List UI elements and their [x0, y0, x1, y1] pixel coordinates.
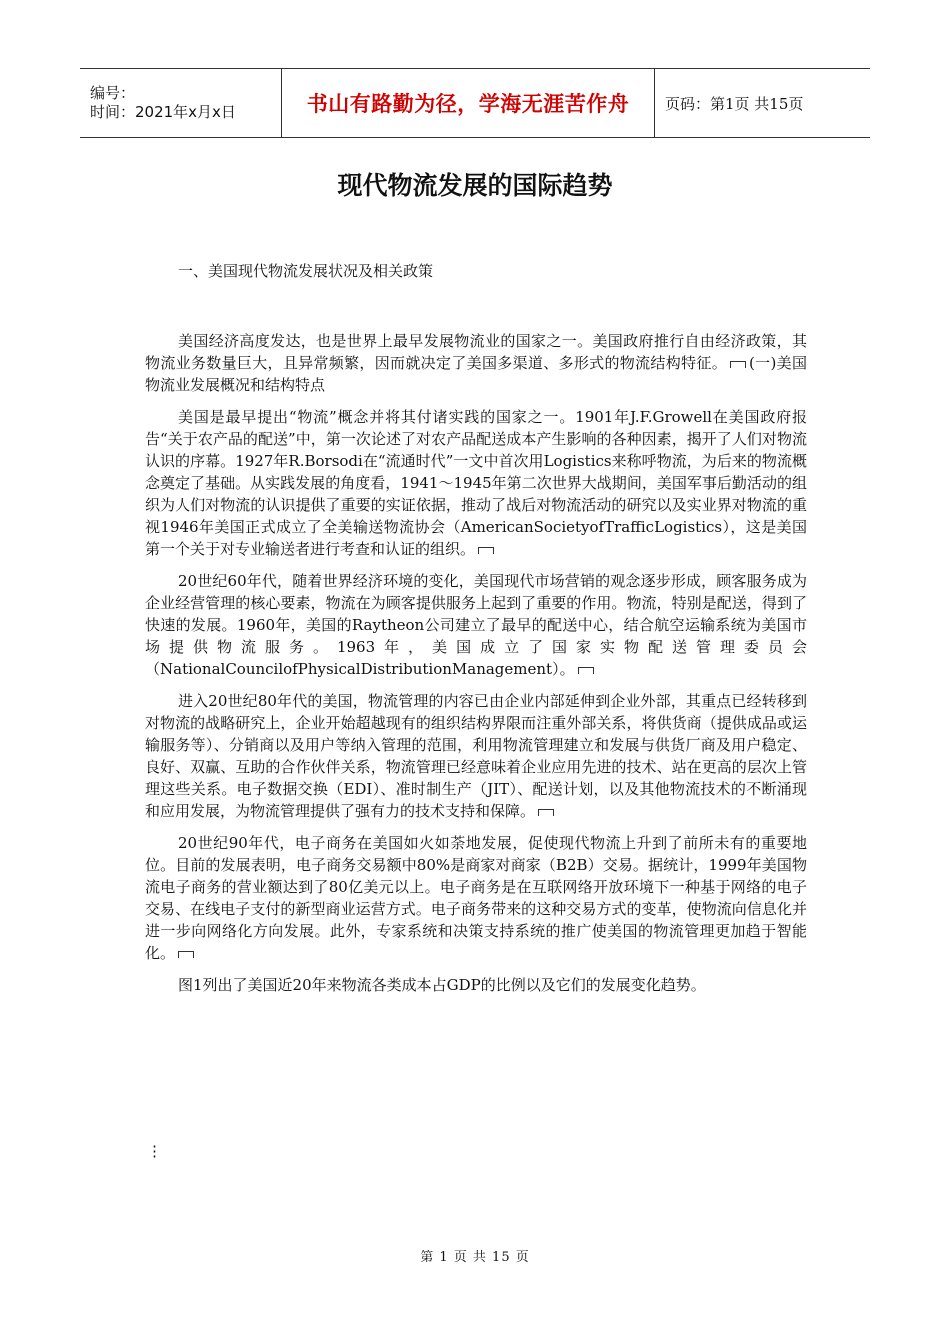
paragraph-text: 20世纪60年代，随着世界经济环境的变化，美国现代市场营销的观念逐步形成，顾客服务成为企业经营管理的核心要素，物流在为顾客提供服务上起到了重要的作用。物流，特别是配送，得到了快速的发展。1960年，美国的Raytheon公司建立了最早的配送中心，结合航空运输系统为美国市场提供物流服务。1963年，美国成立了国家实物配送管理委员会（NationalCouncilofPhysicalDistributionManagement）。: [145, 572, 807, 678]
document-title: 现代物流发展的国际趋势: [337, 171, 613, 200]
return-mark-icon: [178, 951, 194, 958]
header-page-info: 页码：第1页 共15页: [665, 94, 804, 113]
document-time-label: 时间：2021年x月x日: [90, 103, 236, 121]
paragraph: [145, 974, 807, 996]
paragraph: [145, 406, 807, 560]
paragraph-text: 美国是最早提出“物流”概念并将其付诸实践的国家之一。1901年J.F.Growell在美国政府报告“关于农产品的配送”中，第一次论述了对农产品配送成本产生影响的各种因素，揭开了人们对物流认识的序幕。1927年R.Borsodi在“流通时代”一文中首次用Logistics来称呼物流，为后来的物流概念奠定了基础。从实践发展的角度看，1941～1945年第二次世界大战期间，美国军事后勤活动的组织为人们对物流的认识提供了重要的实证依据，推动了战后对物流活动的研究以及实业界对物流的重视1946年美国正式成立了全美输送物流协会（AmericanSocietyofTrafficLogistics），这是美国第一个关于对专业输送者进行考查和认证的组织。: [145, 408, 807, 558]
return-mark-icon: [578, 667, 594, 674]
return-mark-icon: [478, 547, 494, 554]
paragraph: [145, 832, 807, 964]
page-footer: 第 1 页 共 15 页: [420, 1250, 530, 1265]
inline-subheading: (一)美国物流业发展概况和结构特点: [145, 354, 807, 394]
paragraph: [145, 570, 807, 680]
document-number-label: 编号：: [90, 84, 136, 102]
paragraph: [145, 330, 807, 396]
paragraph-text: 美国经济高度发达，也是世界上最早发展物流业的国家之一。美国政府推行自由经济政策，其物流业务数量巨大，且异常频繁，因而就决定了美国多渠道、多形式的物流结构特征。: [145, 332, 807, 372]
paragraph-text: 图1列出了美国近20年来物流各类成本占GDP的比例以及它们的发展变化趋势。: [178, 976, 706, 994]
paragraph: [145, 690, 807, 822]
vertical-ellipsis-icon: ⋮: [147, 1142, 162, 1160]
document-body: [145, 330, 807, 1006]
section-heading: 一、美国现代物流发展状况及相关政策: [178, 262, 434, 280]
paragraph-text: 进入20世纪80年代的美国，物流管理的内容已由企业内部延伸到企业外部，其重点已经转移到对物流的战略研究上，企业开始超越现有的组织结构界限而注重外部关系，将供货商（提供成品或运输服务等）、分销商以及用户等纳入管理的范围，利用物流管理建立和发展与供货厂商及用户稳定、良好、双赢、互助的合作伙伴关系，物流管理已经意味着企业应用先进的技术、站在更高的层次上管理这些关系。电子数据交换（EDI）、准时制生产（JIT）、配送计划，以及其他物流技术的不断涌现和应用发展，为物流管理提供了强有力的技术支持和保障。: [145, 692, 807, 820]
paragraph-text: 20世纪90年代，电子商务在美国如火如荼地发展，促使现代物流上升到了前所未有的重要地位。目前的发展表明，电子商务交易额中80%是商家对商家（B2B）交易。据统计，1999年美国物流电子商务的营业额达到了80亿美元以上。电子商务是在互联网络开放环境下一种基于网络的电子交易、在线电子支付的新型商业运营方式。电子商务带来的这种交易方式的变革，使物流向信息化并进一步向网络化方向发展。此外，专家系统和决策支持系统的推广使美国的物流管理更加趋于智能化。: [145, 834, 807, 962]
return-mark-icon: [730, 361, 746, 368]
return-mark-icon: [538, 809, 554, 816]
document-header: [80, 68, 870, 138]
header-meta: [80, 69, 281, 137]
header-motto: 书山有路勤为径，学海无涯苦作舟: [281, 69, 655, 137]
